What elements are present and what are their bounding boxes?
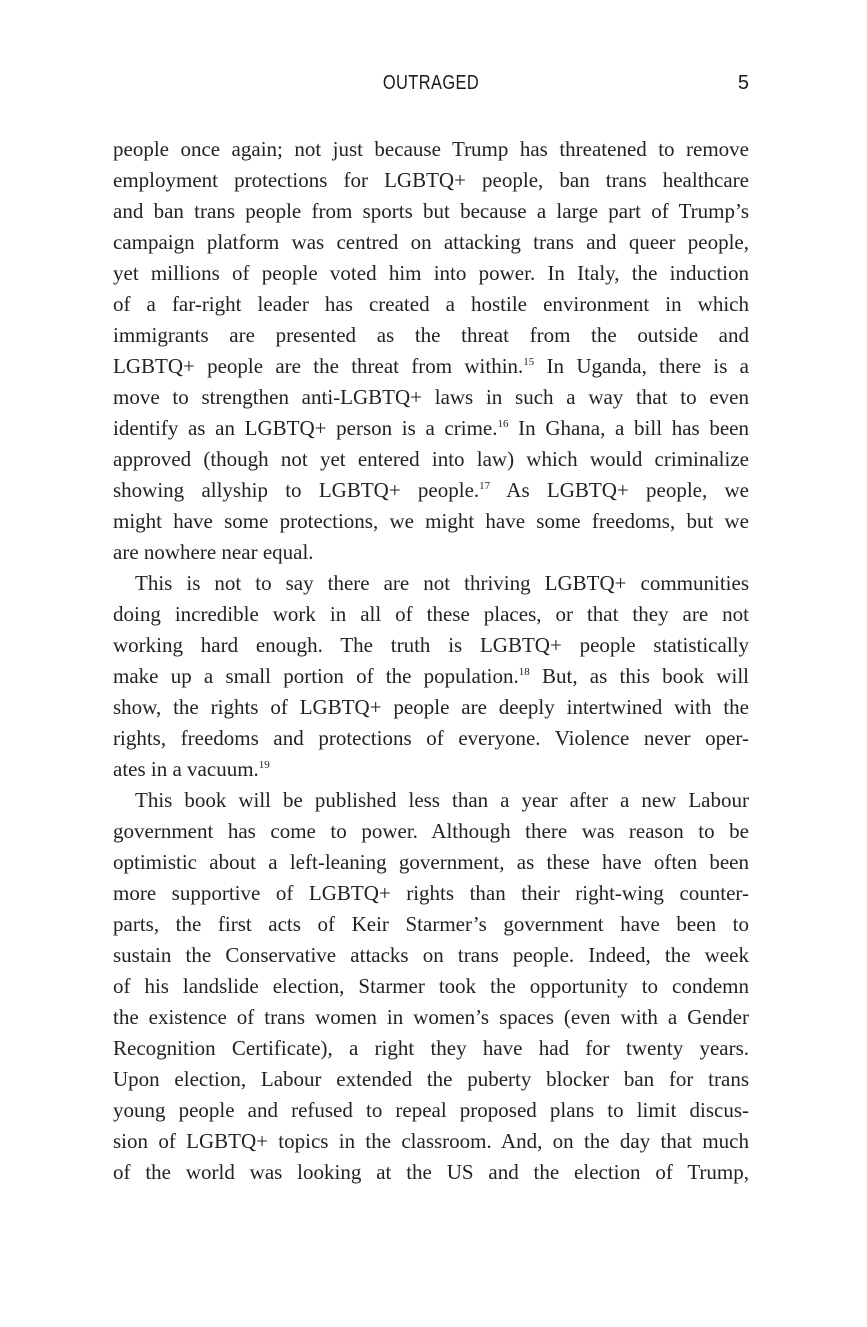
text-run: This book will be published less than a year after a new Labour bbox=[135, 788, 749, 812]
page-number: 5 bbox=[737, 72, 749, 94]
text-line bbox=[113, 1002, 749, 1033]
text-run: immigrants are presented as the threat from the outside and bbox=[113, 323, 749, 347]
text-run: government has come to power. Although there was reason to be bbox=[113, 819, 749, 843]
text-run: make up a small portion of the population. bbox=[113, 664, 519, 688]
text-run: yet millions of people voted him into power. In Italy, the induction bbox=[113, 261, 749, 285]
text-line bbox=[113, 289, 749, 320]
text-line bbox=[113, 320, 749, 351]
page-header bbox=[113, 72, 749, 98]
text-line bbox=[113, 568, 749, 599]
text-line bbox=[113, 475, 749, 506]
text-line bbox=[113, 971, 749, 1002]
text-run: approved (though not yet entered into law) which would criminalize bbox=[113, 447, 749, 471]
paragraph bbox=[113, 568, 749, 785]
text-line bbox=[113, 196, 749, 227]
text-line bbox=[113, 1033, 749, 1064]
text-run: move to strengthen anti-LGBTQ+ laws in such a way that to even bbox=[113, 385, 749, 409]
text-run: the existence of trans women in women’s spaces (even with a Gender bbox=[113, 1005, 749, 1029]
text-line bbox=[113, 227, 749, 258]
footnote-marker[interactable]: 19 bbox=[258, 759, 270, 771]
text-line bbox=[113, 723, 749, 754]
text-run: of his landslide election, Starmer took the opportunity to condemn bbox=[113, 974, 749, 998]
text-run: employment protections for LGBTQ+ people, ban trans healthcare bbox=[113, 168, 749, 192]
text-line bbox=[113, 909, 749, 940]
text-run: people once again; not just because Trump has threatened to remove bbox=[113, 137, 749, 161]
text-line bbox=[113, 754, 749, 785]
text-run: might have some protections, we might have some freedoms, but we bbox=[113, 509, 749, 533]
footnote-marker[interactable]: 16 bbox=[497, 418, 509, 430]
text-line bbox=[113, 1157, 749, 1188]
text-line bbox=[113, 630, 749, 661]
body-text bbox=[113, 134, 749, 1188]
text-run: and ban trans people from sports but because a large part of Trump’s bbox=[113, 199, 749, 223]
text-run: young people and refused to repeal proposed plans to limit discus- bbox=[113, 1098, 749, 1122]
text-run: of the world was looking at the US and the election of Trump, bbox=[113, 1160, 749, 1184]
text-line bbox=[113, 537, 749, 568]
text-run: showing allyship to LGBTQ+ people. bbox=[113, 478, 480, 502]
text-line bbox=[113, 847, 749, 878]
text-run: As LGBTQ+ people, we bbox=[490, 478, 749, 502]
paragraph bbox=[113, 785, 749, 1188]
text-run: ates in a vacuum. bbox=[113, 757, 259, 781]
text-line bbox=[113, 351, 749, 382]
text-line bbox=[113, 692, 749, 723]
footnote-marker[interactable]: 17 bbox=[479, 480, 491, 492]
text-run: This is not to say there are not thriving LGBTQ+ communities bbox=[135, 571, 749, 595]
text-line bbox=[113, 506, 749, 537]
text-run: more supportive of LGBTQ+ rights than their right-wing counter- bbox=[113, 881, 749, 905]
footnote-marker[interactable]: 18 bbox=[518, 666, 530, 678]
footnote-marker[interactable]: 15 bbox=[523, 356, 535, 368]
text-run: identify as an LGBTQ+ person is a crime. bbox=[113, 416, 498, 440]
text-line bbox=[113, 1095, 749, 1126]
text-run: rights, freedoms and protections of everyone. Violence never oper- bbox=[113, 726, 749, 750]
paragraph bbox=[113, 134, 749, 568]
text-line bbox=[113, 382, 749, 413]
text-run: show, the rights of LGBTQ+ people are deeply intertwined with the bbox=[113, 695, 749, 719]
text-line bbox=[113, 1064, 749, 1095]
text-line bbox=[113, 258, 749, 289]
text-line bbox=[113, 940, 749, 971]
text-run: sustain the Conservative attacks on trans people. Indeed, the week bbox=[113, 943, 749, 967]
text-run: of a far-right leader has created a hostile environment in which bbox=[113, 292, 749, 316]
text-line bbox=[113, 661, 749, 692]
text-line bbox=[113, 878, 749, 909]
text-line bbox=[113, 413, 749, 444]
text-run: parts, the first acts of Keir Starmer’s government have been to bbox=[113, 912, 749, 936]
running-head: OUTRAGED bbox=[382, 72, 480, 94]
text-line bbox=[113, 785, 749, 816]
text-run: working hard enough. The truth is LGBTQ+ people statistically bbox=[113, 633, 749, 657]
text-line bbox=[113, 165, 749, 196]
text-run: are nowhere near equal. bbox=[113, 540, 314, 564]
text-run: campaign platform was centred on attacking trans and queer people, bbox=[113, 230, 749, 254]
text-run: In Ghana, a bill has been bbox=[508, 416, 749, 440]
text-line bbox=[113, 134, 749, 165]
text-line bbox=[113, 599, 749, 630]
text-run: doing incredible work in all of these places, or that they are not bbox=[113, 602, 749, 626]
text-run: LGBTQ+ people are the threat from within. bbox=[113, 354, 524, 378]
text-line bbox=[113, 1126, 749, 1157]
text-run: sion of LGBTQ+ topics in the classroom. And, on the day that much bbox=[113, 1129, 749, 1153]
text-run: In Uganda, there is a bbox=[534, 354, 749, 378]
text-line bbox=[113, 444, 749, 475]
text-run: Recognition Certificate), a right they have had for twenty years. bbox=[113, 1036, 749, 1060]
text-run: But, as this book will bbox=[529, 664, 749, 688]
text-run: Upon election, Labour extended the puberty blocker ban for trans bbox=[113, 1067, 749, 1091]
text-line bbox=[113, 816, 749, 847]
text-run: optimistic about a left-leaning government, as these have often been bbox=[113, 850, 749, 874]
